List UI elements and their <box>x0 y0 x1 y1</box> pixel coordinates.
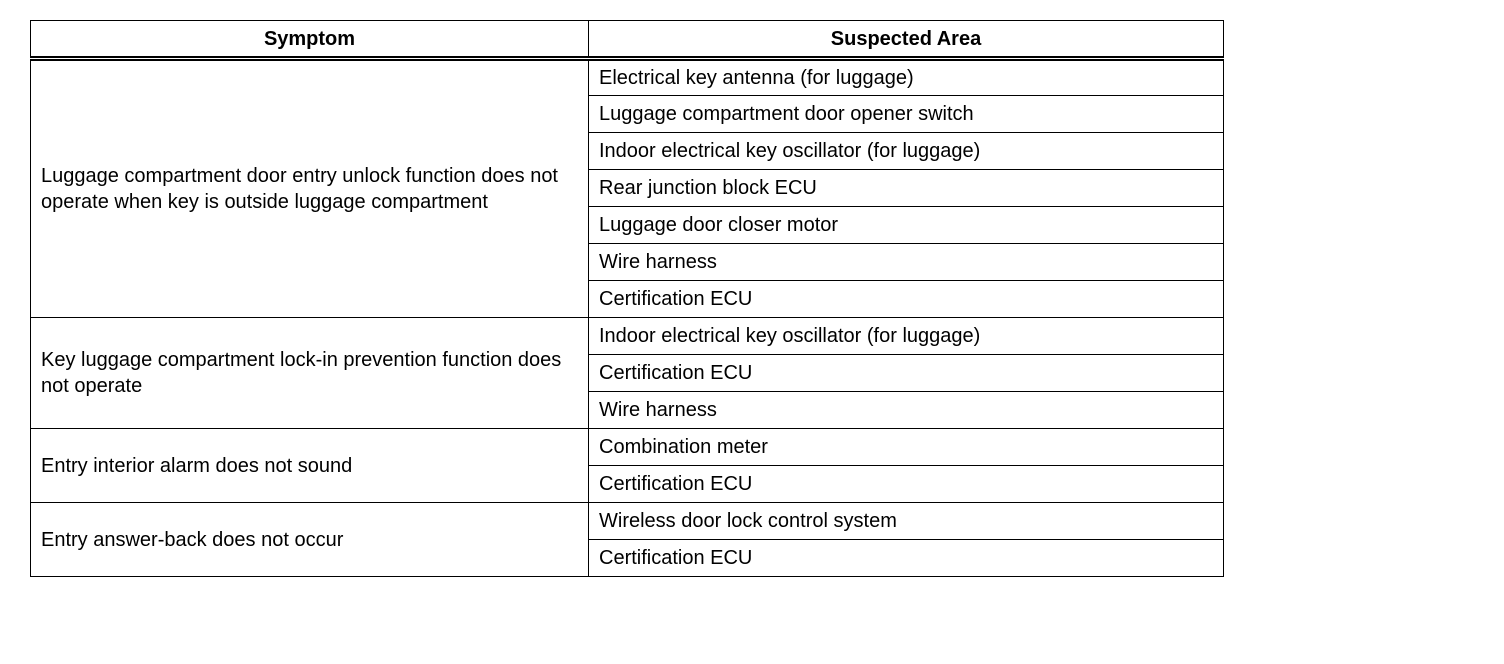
symptom-cell: Entry interior alarm does not sound <box>31 429 589 503</box>
problem-symptoms-table <box>30 20 1224 577</box>
suspected-area-cell: Certification ECU <box>589 540 1224 577</box>
symptom-cell: Key luggage compartment lock-in prevention function does not operate <box>31 318 589 429</box>
column-header-suspected-area: Suspected Area <box>589 21 1224 59</box>
suspected-area-cell: Indoor electrical key oscillator (for luggage) <box>589 318 1224 355</box>
table-row <box>31 503 1224 540</box>
table-row <box>31 429 1224 466</box>
suspected-area-cell: Certification ECU <box>589 355 1224 392</box>
table-row <box>31 318 1224 355</box>
suspected-area-cell: Wire harness <box>589 244 1224 281</box>
suspected-area-cell: Luggage door closer motor <box>589 207 1224 244</box>
table-row <box>31 59 1224 96</box>
suspected-area-cell: Rear junction block ECU <box>589 170 1224 207</box>
symptom-cell: Entry answer-back does not occur <box>31 503 589 577</box>
suspected-area-cell: Wire harness <box>589 392 1224 429</box>
suspected-area-cell: Electrical key antenna (for luggage) <box>589 59 1224 96</box>
suspected-area-cell: Indoor electrical key oscillator (for luggage) <box>589 133 1224 170</box>
suspected-area-cell: Luggage compartment door opener switch <box>589 96 1224 133</box>
column-header-symptom: Symptom <box>31 21 589 59</box>
suspected-area-cell: Combination meter <box>589 429 1224 466</box>
suspected-area-cell: Certification ECU <box>589 281 1224 318</box>
table-header-row <box>31 21 1224 59</box>
suspected-area-cell: Certification ECU <box>589 466 1224 503</box>
suspected-area-cell: Wireless door lock control system <box>589 503 1224 540</box>
symptom-cell: Luggage compartment door entry unlock function does not operate when key is outside luggage compartment <box>31 59 589 318</box>
